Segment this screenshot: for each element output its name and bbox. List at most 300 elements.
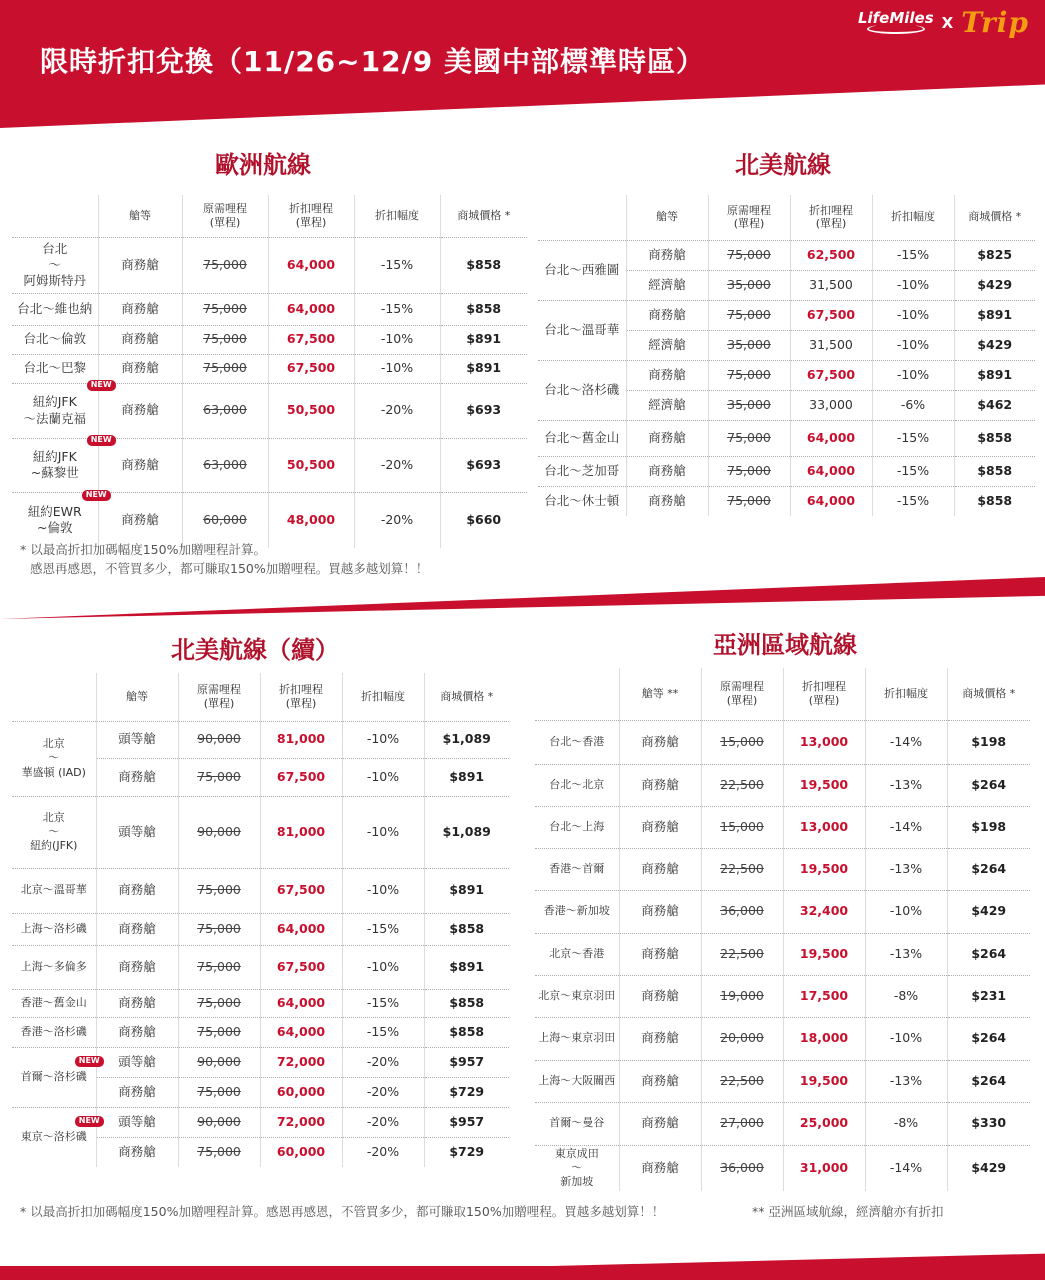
cabin-class: 商務艙 [96,758,178,796]
route-label: 北京～香港 [549,946,605,960]
route-label: 台北～維也納 [17,300,93,316]
header-discount-miles-oneway: (單程) [815,217,847,231]
discounted-miles: 67,500 [268,354,354,383]
header-original-miles [708,195,790,240]
discounted-miles: 17,500 [783,975,865,1017]
header-original-miles-oneway: (單程) [726,693,758,707]
header-discount-miles-label: 折扣哩程 [802,680,846,693]
original-miles: 75,000 [182,354,268,383]
new-badge: NEW [87,380,116,391]
route-name [535,1145,619,1191]
table-row [12,325,527,354]
discount-rate: -14% [865,1145,947,1191]
trip-logo: Trip [961,6,1029,39]
discounted-miles: 67,500 [790,300,872,330]
lifemiles-logo-text: LifeMiles [857,9,934,27]
header-original-miles [182,195,268,237]
discount-rate: -13% [865,764,947,806]
original-miles: 20,000 [701,1017,783,1060]
header-original-miles [701,668,783,720]
brand-logos [858,6,1029,39]
discounted-miles: 25,000 [783,1102,865,1145]
original-miles: 75,000 [708,360,790,390]
discounted-miles: 67,500 [260,945,342,989]
mall-price: $429 [947,890,1030,933]
table-row [535,1060,1030,1102]
mall-price: $858 [954,486,1035,516]
mall-price: $858 [440,293,527,325]
discounted-miles: 33,000 [790,390,872,420]
discount-rate: -20% [354,438,440,492]
mall-price: $264 [947,1017,1030,1060]
discounted-miles: 64,000 [790,486,872,516]
mall-price: $264 [947,764,1030,806]
discounted-miles: 72,000 [260,1047,342,1077]
route-label: 首爾～曼谷 [549,1116,605,1130]
cabin-class: 商務艙 [96,1017,178,1047]
discounted-miles: 60,000 [260,1077,342,1107]
header-discount-miles-label: 折扣哩程 [809,203,853,217]
original-miles: 15,000 [701,720,783,764]
route-name [12,380,112,438]
header-discount-miles [260,673,342,721]
table-row [535,720,1030,764]
route-name [12,1047,100,1107]
discount-rate: -15% [354,293,440,325]
cabin-class: 商務艙 [619,720,701,764]
mall-price: $729 [424,1137,509,1167]
table-row [12,383,527,438]
table-row [535,1017,1030,1060]
header-original-miles-label: 原需哩程 [720,680,764,693]
discounted-miles: 64,000 [268,293,354,325]
mall-price: $858 [440,237,527,293]
route-label: 北京～東京羽田 [538,988,616,1002]
mall-price: $693 [440,383,527,438]
cabin-class: 商務艙 [98,325,182,354]
original-miles: 22,500 [701,933,783,975]
section-title-asia: 亞洲區域航線 [713,631,857,659]
mall-price: $891 [954,360,1035,390]
discounted-miles: 31,000 [783,1145,865,1191]
page-title: 限時折扣兌換（11/26~12/9 美國中部標準時區） [40,45,706,78]
table-row [12,237,527,293]
header-original-miles-label: 原需哩程 [727,203,771,217]
route-name [535,764,619,806]
header-discount-rate: 折扣幅度 [872,195,954,240]
header-cabin: 艙等 [626,195,708,240]
original-miles: 19,000 [701,975,783,1017]
route-name [535,1102,619,1145]
route-name [12,354,98,383]
cabin-class: 商務艙 [619,933,701,975]
route-name [12,434,112,492]
header-original-miles-oneway: (單程) [209,215,241,229]
original-miles: 90,000 [178,796,260,868]
mall-price: $264 [947,1060,1030,1102]
discounted-miles: 64,000 [268,237,354,293]
route-label: NEW 紐約EWR ~倫敦 [28,504,82,537]
mall-price: $231 [947,975,1030,1017]
table-row [535,764,1030,806]
route-name [535,933,619,975]
europe-footnote-line-2: 感恩再感恩，不管買多少，都可賺取150%加贈哩程。買越多越划算！！ [30,561,429,577]
discounted-miles: 31,500 [790,270,872,300]
header-cabin: 艙等 [96,673,178,721]
header-discount-miles-oneway: (單程) [808,693,840,707]
footer-note-left: * 以最高折扣加碼幅度150%加贈哩程計算。感恩再感恩，不管買多少，都可賺取150%加贈哩程。買越多越划算！！ [20,1204,665,1219]
discount-rate: -6% [872,390,954,420]
mall-price: $462 [954,390,1035,420]
route-name [12,1107,100,1167]
discount-rate: -10% [342,796,424,868]
cabin-class: 商務艙 [619,1060,701,1102]
cabin-class: 商務艙 [619,1102,701,1145]
table-row [538,420,1035,456]
route-label: NEW 紐約JFK ～法蘭克福 [23,394,86,427]
discount-rate: -15% [872,486,954,516]
discount-rate: -10% [354,325,440,354]
table-row [535,890,1030,933]
route-name [12,721,96,796]
route-name [538,300,626,360]
discounted-miles: 48,000 [268,492,354,548]
discounted-miles: 62,500 [790,240,872,270]
mall-price: $957 [424,1047,509,1077]
cabin-class: 頭等艙 [96,721,178,758]
north-america-table [538,195,1035,516]
cabin-class: 商務艙 [619,1017,701,1060]
discount-rate: -10% [872,270,954,300]
mall-price: $429 [954,330,1035,360]
cabin-class: 商務艙 [626,420,708,456]
cabin-class: 商務艙 [626,360,708,390]
table-row [12,945,509,989]
discount-rate: -10% [865,890,947,933]
table-row [535,806,1030,848]
cabin-class: 商務艙 [98,438,182,492]
discount-rate: -10% [342,868,424,913]
discounted-miles: 32,400 [783,890,865,933]
original-miles: 75,000 [178,945,260,989]
mall-price: $858 [954,420,1035,456]
europe-footnote [20,540,428,579]
route-label: 香港～洛杉磯 [20,1024,87,1038]
mall-price: $891 [424,868,509,913]
asia-table [535,668,1030,1191]
lifemiles-swoosh-icon [867,24,925,34]
route-name [538,456,626,486]
mall-price: $1,089 [424,796,509,868]
original-miles: 90,000 [178,1107,260,1137]
table-row [538,360,1035,390]
table-row [535,1102,1030,1145]
cabin-class: 商務艙 [96,989,178,1017]
original-miles: 90,000 [178,721,260,758]
discounted-miles: 64,000 [260,1017,342,1047]
table-header-row [12,195,527,237]
discount-rate: -20% [342,1107,424,1137]
section-divider-band [0,577,1045,619]
route-label: 香港～首爾 [549,861,605,875]
table-row [12,1107,509,1137]
mall-price: $858 [424,989,509,1017]
discounted-miles: 50,500 [268,438,354,492]
cabin-class: 商務艙 [619,764,701,806]
cabin-class: 商務艙 [626,456,708,486]
lifemiles-logo [858,11,934,34]
discount-rate: -10% [872,330,954,360]
original-miles: 22,500 [701,1060,783,1102]
discount-rate: -10% [342,721,424,758]
cabin-class: 商務艙 [619,890,701,933]
discounted-miles: 67,500 [260,758,342,796]
discount-rate: -10% [342,758,424,796]
table-header-row [12,673,509,721]
route-label: NEW 紐約JFK ~蘇黎世 [31,449,79,482]
table-row [12,293,527,325]
original-miles: 22,500 [701,848,783,890]
cabin-class: 商務艙 [626,240,708,270]
discount-rate: -10% [872,360,954,390]
route-label: 台北～巴黎 [23,360,86,376]
route-name [535,720,619,764]
discount-rate: -20% [354,383,440,438]
header-mall-price: 商城價格 * [424,673,509,721]
discount-rate: -15% [342,989,424,1017]
original-miles: 75,000 [708,240,790,270]
route-label: 台北～倫敦 [23,331,86,347]
discount-rate: -13% [865,1060,947,1102]
discount-rate: -20% [354,492,440,548]
original-miles: 75,000 [708,300,790,330]
route-name [538,240,626,300]
mall-price: $330 [947,1102,1030,1145]
original-miles: 75,000 [182,237,268,293]
discounted-miles: 64,000 [790,456,872,486]
footer-note-right: ** 亞洲區域航線，經濟艙亦有折扣 [752,1204,944,1219]
header-discount-miles-label: 折扣哩程 [289,202,333,215]
discounted-miles: 81,000 [260,721,342,758]
original-miles: 75,000 [178,758,260,796]
mall-price: $198 [947,806,1030,848]
route-name [535,1017,619,1060]
discounted-miles: 19,500 [783,933,865,975]
route-name [12,1017,96,1047]
discount-rate: -15% [872,420,954,456]
header-discount-miles-label: 折扣哩程 [279,683,323,696]
original-miles: 22,500 [701,764,783,806]
mall-price: $660 [440,492,527,548]
table-row [538,456,1035,486]
route-label: 東京成田 ～ 新加坡 [554,1146,599,1189]
section-title-europe: 歐洲航線 [215,151,311,179]
route-label: 上海～東京羽田 [538,1031,616,1045]
route-label: 上海～大阪關西 [538,1073,616,1087]
header-mall-price: 商城價格 * [440,195,527,237]
footer-band-strip [0,1266,1045,1280]
header-discount-rate: 折扣幅度 [342,673,424,721]
mall-price: $858 [424,913,509,945]
discount-rate: -15% [342,1017,424,1047]
cabin-class: 商務艙 [96,1137,178,1167]
table-row [538,300,1035,330]
cabin-class: 頭等艙 [96,796,178,868]
discounted-miles: 60,000 [260,1137,342,1167]
table-row [535,848,1030,890]
header-route [12,195,98,237]
mall-price: $858 [424,1017,509,1047]
mall-price: $891 [424,945,509,989]
cabin-class: 商務艙 [96,1077,178,1107]
mall-price: $825 [954,240,1035,270]
mall-price: $1,089 [424,721,509,758]
header-original-miles-oneway: (單程) [203,696,235,710]
route-label: NEW 東京～洛杉磯 [21,1130,87,1144]
discounted-miles: 50,500 [268,383,354,438]
route-label: 上海～洛杉磯 [20,921,87,935]
original-miles: 35,000 [708,390,790,420]
header-discount-miles [268,195,354,237]
header-discount-miles-oneway: (單程) [295,215,327,229]
discount-rate: -20% [342,1047,424,1077]
cabin-class: 商務艙 [98,354,182,383]
discounted-miles: 19,500 [783,848,865,890]
route-label: 台北～芝加哥 [544,462,620,478]
brand-separator: X [941,13,954,32]
discounted-miles: 67,500 [268,325,354,354]
route-label: 台北～上海 [549,819,605,833]
new-badge: NEW [82,490,111,501]
discount-rate: -14% [865,720,947,764]
header-route [538,195,626,240]
route-label: 上海～多倫多 [20,959,87,973]
discount-rate: -10% [342,945,424,989]
discounted-miles: 64,000 [260,989,342,1017]
original-miles: 60,000 [182,492,268,548]
route-label: 北京 ～ 紐約(JFK) [30,810,78,853]
discount-rate: -10% [354,354,440,383]
europe-table [12,195,527,548]
route-name [538,486,626,516]
discounted-miles: 19,500 [783,1060,865,1102]
header-cabin: 艙等 ** [619,668,701,720]
route-name [535,1060,619,1102]
cabin-class: 商務艙 [626,300,708,330]
route-label: 台北 ～ 阿姆斯特丹 [23,240,86,289]
table-row [12,1017,509,1047]
table-row [12,438,527,492]
original-miles: 27,000 [701,1102,783,1145]
route-name [535,806,619,848]
discount-rate: -15% [354,237,440,293]
discount-rate: -13% [865,933,947,975]
header-route [12,673,96,721]
route-name [538,420,626,456]
original-miles: 75,000 [708,456,790,486]
discounted-miles: 13,000 [783,720,865,764]
new-badge: NEW [75,1116,104,1127]
original-miles: 35,000 [708,330,790,360]
cabin-class: 商務艙 [626,486,708,516]
cabin-class: 商務艙 [98,383,182,438]
route-label: 台北～休士頓 [544,493,620,509]
discounted-miles: 72,000 [260,1107,342,1137]
route-name [12,293,98,325]
mall-price: $891 [424,758,509,796]
new-badge: NEW [87,435,116,446]
discount-rate: -15% [872,240,954,270]
cabin-class: 商務艙 [96,868,178,913]
route-label: 台北～洛杉磯 [544,381,620,397]
discounted-miles: 64,000 [790,420,872,456]
route-label: 台北～溫哥華 [544,321,620,337]
original-miles: 75,000 [708,486,790,516]
table-header-row [535,668,1030,720]
cabin-class: 頭等艙 [96,1047,178,1077]
route-name [535,890,619,933]
route-label: 香港～舊金山 [20,995,87,1009]
discounted-miles: 19,500 [783,764,865,806]
cabin-class: 商務艙 [96,913,178,945]
section-title-north-america-cont: 北美航線（續） [171,636,339,664]
discount-rate: -10% [865,1017,947,1060]
route-name [12,945,96,989]
cabin-class: 商務艙 [619,806,701,848]
cabin-class: 商務艙 [96,945,178,989]
cabin-class: 經濟艙 [626,330,708,360]
discounted-miles: 64,000 [260,913,342,945]
header-mall-price: 商城價格 * [954,195,1035,240]
europe-footnote-line-1: * 以最高折扣加碼幅度150%加贈哩程計算。 [20,542,266,557]
cabin-class: 商務艙 [619,975,701,1017]
table-row [12,989,509,1017]
cabin-class: 商務艙 [98,237,182,293]
mall-price: $891 [440,354,527,383]
discount-rate: -8% [865,975,947,1017]
discount-rate: -15% [342,913,424,945]
route-label: 台北～西雅圖 [544,261,620,277]
original-miles: 36,000 [701,1145,783,1191]
cabin-class: 商務艙 [98,293,182,325]
route-label: 台北～北京 [549,777,605,791]
discount-rate: -14% [865,806,947,848]
route-name [12,796,96,868]
header-mall-price: 商城價格 * [947,668,1030,720]
route-name [535,975,619,1017]
cabin-class: 商務艙 [98,492,182,548]
route-name [535,848,619,890]
table-header-row [538,195,1035,240]
discounted-miles: 18,000 [783,1017,865,1060]
discount-rate: -13% [865,848,947,890]
original-miles: 75,000 [182,293,268,325]
original-miles: 15,000 [701,806,783,848]
route-label: 台北～舊金山 [544,429,620,445]
north-america-cont-table [12,673,509,1167]
mall-price: $429 [947,1145,1030,1191]
mall-price: $957 [424,1107,509,1137]
route-label: 北京 ～ 華盛頓 (IAD) [21,737,86,779]
discount-rate: -15% [872,456,954,486]
original-miles: 75,000 [178,1017,260,1047]
section-title-north-america: 北美航線 [735,151,831,179]
original-miles: 75,000 [178,868,260,913]
mall-price: $264 [947,933,1030,975]
route-name [12,237,98,293]
mall-price: $429 [954,270,1035,300]
table-row [12,721,509,758]
